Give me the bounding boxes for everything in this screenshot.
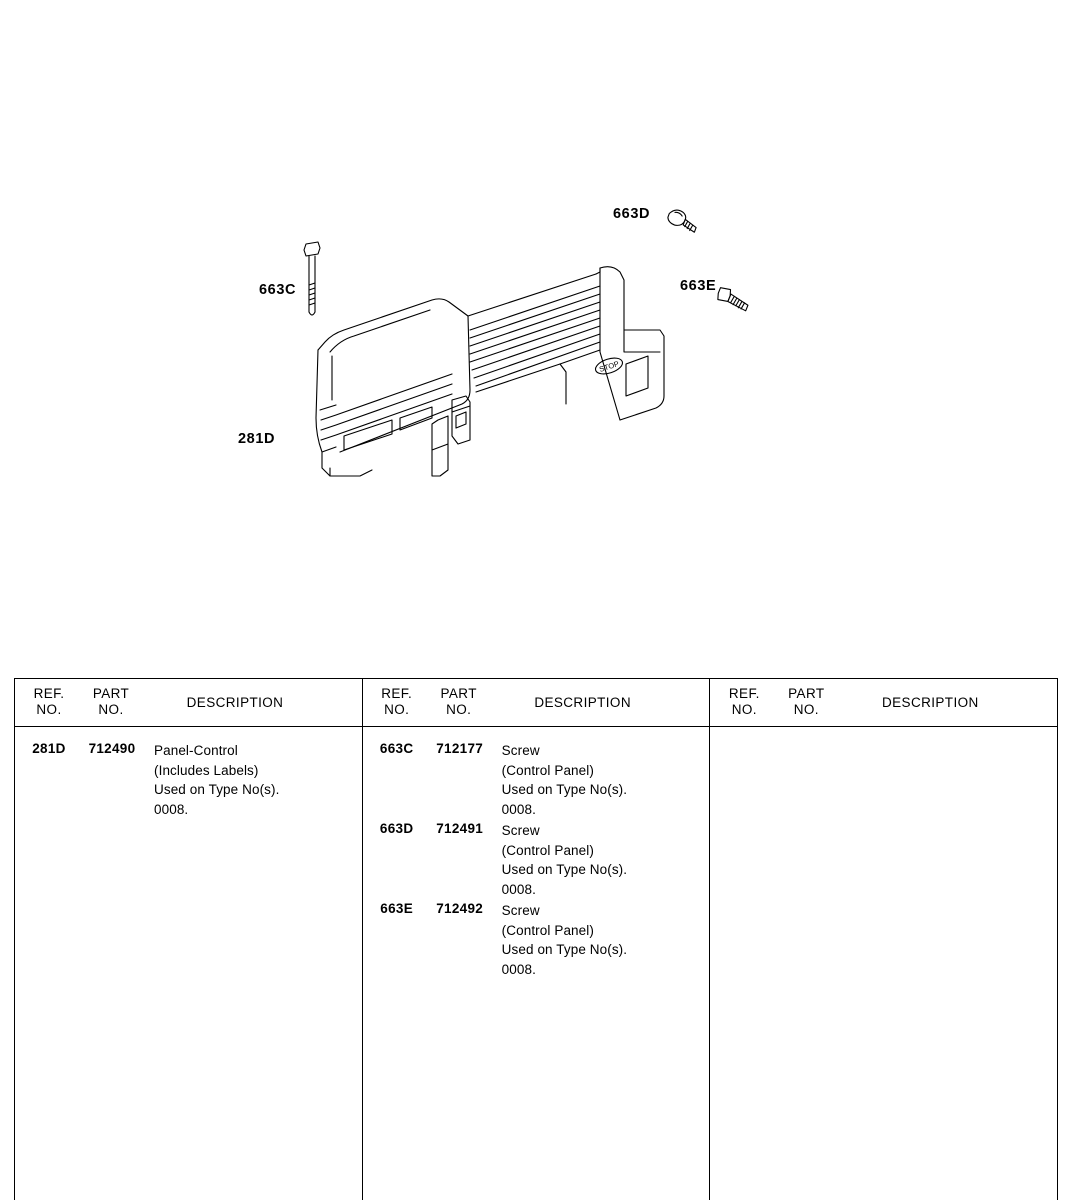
callout-281d: 281D [238,431,276,447]
column-1-header [15,679,362,727]
header-part-no: PART NO. [788,686,825,717]
row-part-no: 712177 [436,741,484,756]
callout-663c: 663C [259,282,297,298]
header-ref-no: REF. NO. [728,686,760,717]
column-2-body [363,727,710,979]
table-row [363,821,710,899]
header-description: DESCRIPTION [882,695,979,710]
header-description: DESCRIPTION [534,695,631,710]
row-ref-no: 663E [380,901,414,916]
header-part-no: PART NO. [440,686,477,717]
row-description: Panel-Control (Includes Labels) Used on Type No(s). 0008. [154,743,280,817]
column-1-body [15,727,362,819]
header-description: DESCRIPTION [186,695,284,710]
part-stop-marking: STOP [598,359,621,374]
row-ref-no: 281D [32,741,66,756]
column-3-body [710,727,1057,741]
table-row [363,741,710,819]
row-ref-no: 663D [379,821,414,836]
column-3-header [710,679,1057,727]
table-row [15,741,362,819]
row-part-no: 712491 [436,821,484,836]
header-ref-no: REF. NO. [33,686,65,717]
row-part-no: 712492 [436,901,484,916]
header-ref-no: REF. NO. [381,686,413,717]
parts-table-column-2 [362,679,710,1200]
callout-663e: 663E [680,278,717,294]
row-ref-no: 663C [379,741,414,756]
row-description: Screw (Control Panel) Used on Type No(s). 0008. [501,823,628,897]
row-part-no: 712490 [88,741,136,756]
parts-table-column-3 [709,679,1057,1200]
header-part-no: PART NO. [92,686,130,717]
column-2-header [363,679,710,727]
row-description: Screw (Control Panel) Used on Type No(s). 0008. [501,903,628,977]
callout-663d: 663D [613,206,651,222]
row-description: Screw (Control Panel) Used on Type No(s). 0008. [501,743,628,817]
table-row [363,901,710,979]
parts-table [14,678,1058,1200]
parts-table-column-1 [15,679,362,1200]
